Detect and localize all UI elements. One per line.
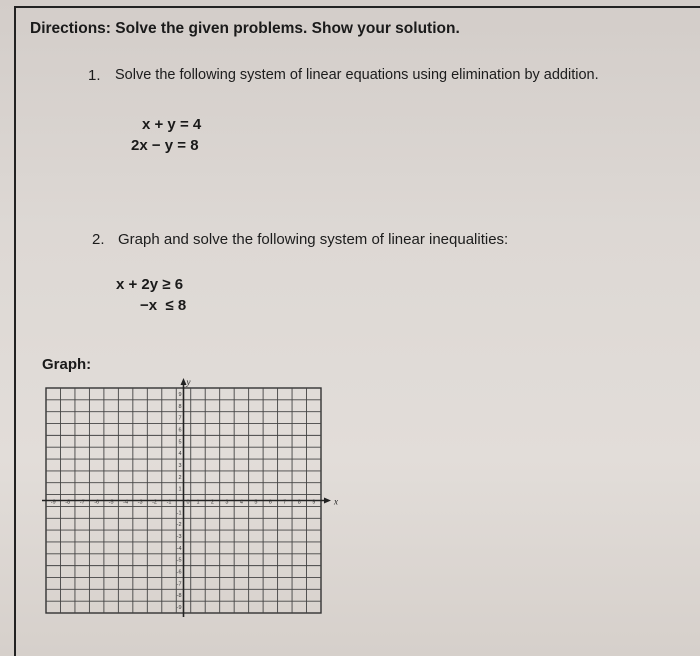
origin-label: 0 [186,499,190,506]
x-tick-label: 7 [283,499,287,506]
x-tick-label: -6 [94,499,100,506]
x-tick-label: -8 [65,499,71,506]
y-tick-label: 5 [178,439,182,446]
x-tick-label: 3 [225,499,229,506]
problem-2-inequality-1: x + 2y ≥ 6 [116,276,184,293]
x-tick-label: 4 [239,499,243,506]
graph-area [40,376,340,621]
x-tick-label: -2 [152,499,157,506]
y-tick-label: 7 [178,415,182,422]
x-tick-label: -5 [108,499,114,506]
problem-2-number: 2. [92,231,105,248]
x-tick-label: 8 [297,499,301,506]
x-tick-label: 2 [210,499,214,506]
problem-1-equation-1: x + y = 4 [142,116,202,133]
y-tick-label: -7 [176,581,182,588]
problem-1-number: 1. [88,67,101,84]
x-axis-arrow [324,498,331,504]
x-tick-label: 5 [254,499,258,506]
y-tick-label: 6 [178,427,182,434]
x-tick-label: 6 [268,499,272,506]
y-tick-label: -2 [176,522,182,529]
coordinate-grid [40,376,340,621]
y-tick-label: -4 [176,545,182,552]
y-tick-label: 1 [178,486,182,493]
y-tick-label: -6 [176,569,182,576]
y-tick-label: 4 [178,451,182,458]
y-tick-label: -9 [176,605,182,612]
x-axis-label: x [334,496,338,507]
problem-1-equation-2: 2x − y = 8 [131,137,199,154]
y-tick-label: -5 [176,557,182,564]
y-tick-label: 2 [178,474,182,481]
x-tick-label: -9 [50,499,56,506]
problem-1-text: Solve the following system of linear equations using elimination by addition. [115,67,599,83]
directions-heading: Directions: Solve the given problems. Show your solution. [30,20,460,37]
problem-2-text: Graph and solve the following system of linear inequalities: [118,231,509,248]
x-tick-label: 9 [312,499,316,506]
y-tick-label: 8 [178,403,182,410]
y-tick-label: 3 [178,462,182,469]
x-tick-label: -1 [166,499,172,506]
y-tick-label: 9 [178,391,182,398]
y-tick-label: -3 [176,534,182,541]
graph-label: Graph: [42,356,92,373]
x-tick-label: -3 [137,499,143,506]
x-tick-label: -4 [123,499,129,506]
problem-2-inequality-2: −x ≤ 8 [140,297,187,314]
x-tick-label: 1 [196,499,200,506]
x-tick-label: -7 [79,499,85,506]
y-tick-label: -1 [176,510,182,517]
y-axis-label: y [186,377,191,387]
y-tick-label: -8 [176,593,182,600]
